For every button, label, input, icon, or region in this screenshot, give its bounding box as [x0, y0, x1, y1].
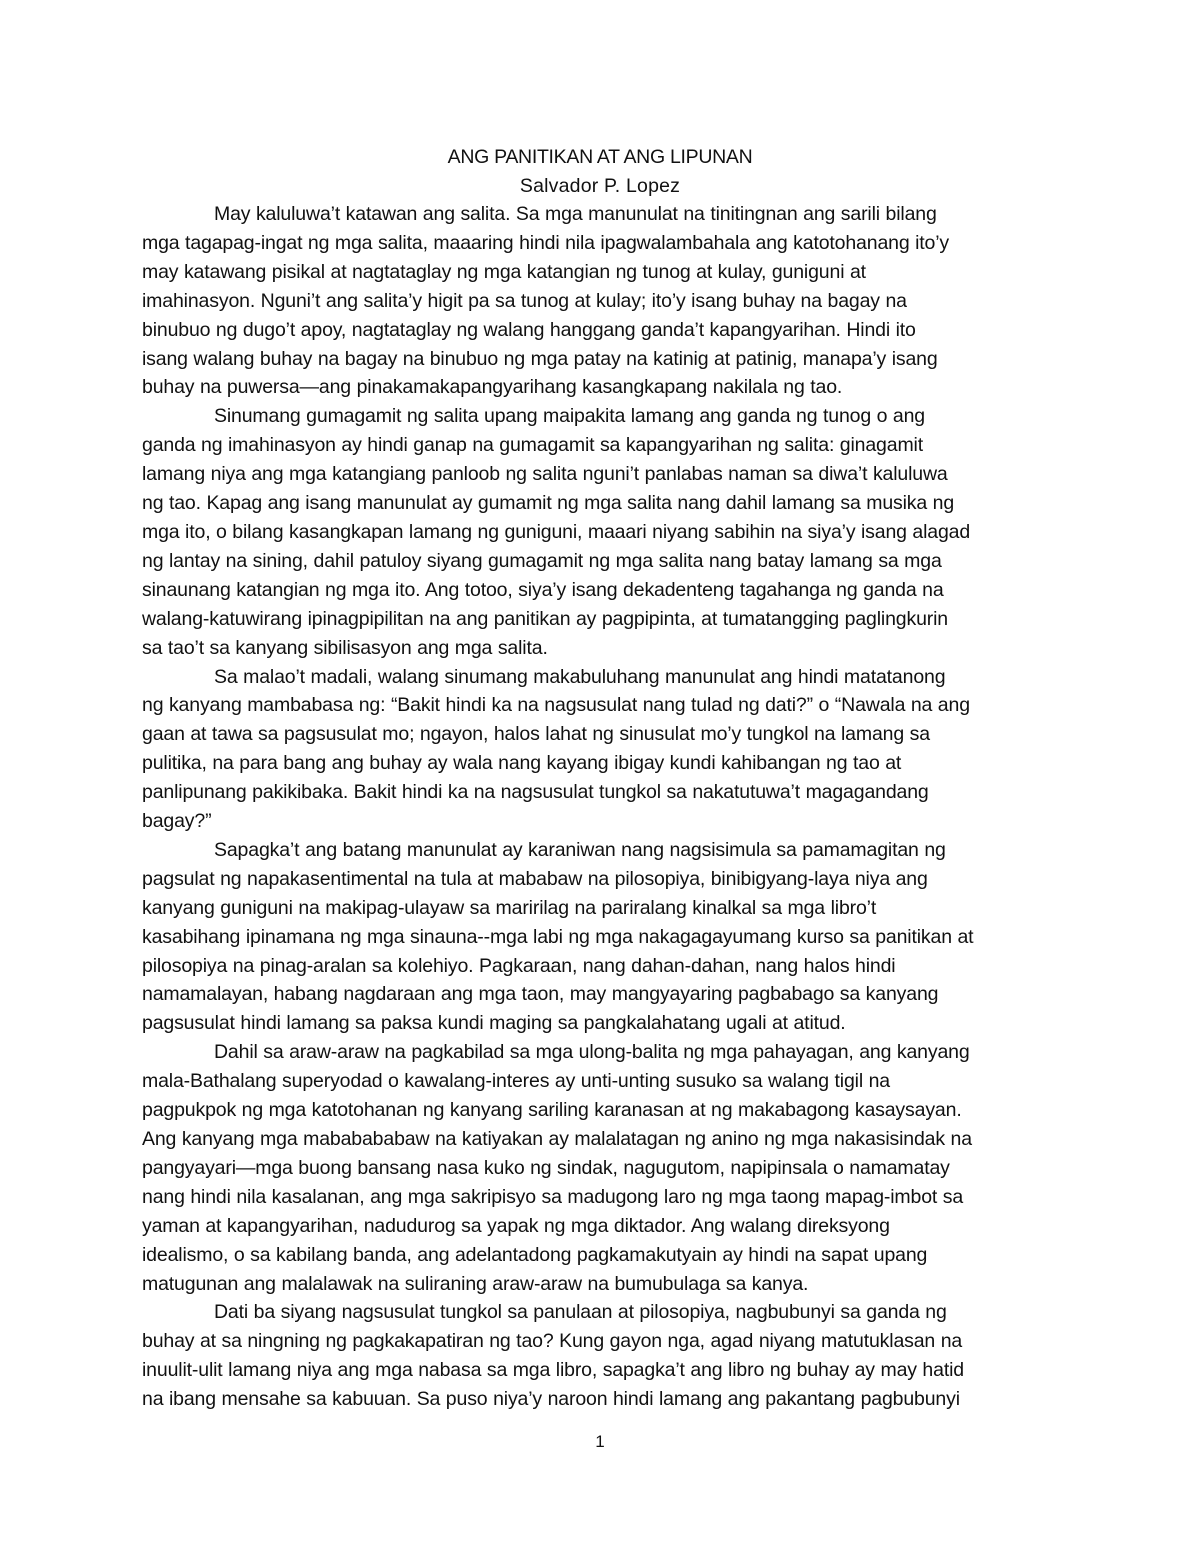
- text-line: matugunan ang malalawak na suliraning araw-araw na bumubulaga sa kanya.: [142, 1272, 809, 1295]
- text-line: ganda ng imahinasyon ay hindi ganap na gumagamit sa kapangyarihan ng salita: ginagamit: [142, 434, 923, 457]
- text-line: binubuo ng dugo’t apoy, nagtataglay ng walang hanggang ganda’t kapangyarihan. Hindi ito: [142, 318, 916, 341]
- text-line: namamalayan, habang nagdaraan ang mga taon, may mangyayaring pagbabago sa kanyang: [142, 983, 939, 1006]
- text-line: ng tao. Kapag ang isang manunulat ay gumamit ng mga salita nang dahil lamang sa musika ng: [142, 492, 955, 515]
- text-line: pagsusulat hindi lamang sa paksa kundi maging sa pangkalahatang ugali at atitud.: [142, 1012, 846, 1035]
- text-line: sa tao’t sa kanyang sibilisasyon ang mga salita.: [142, 636, 548, 659]
- document-header: [0, 143, 1200, 201]
- text-line: mga ito, o bilang kasangkapan lamang ng guniguni, maaari niyang sabihin na siya’y isang alagad: [142, 520, 971, 543]
- paragraph: [142, 1038, 1062, 1298]
- paragraph: [142, 1298, 1062, 1414]
- text-line: pagsulat ng napakasentimental na tula at mababaw na pilosopiya, binibigyang-laya niya ang: [142, 867, 928, 890]
- text-line: May kaluluwa’t katawan ang salita. Sa mga manunulat na tinitingnan ang sarili bilang: [214, 203, 937, 225]
- text-line: inuulit-ulit lamang niya ang mga nabasa sa mga libro, sapagka’t ang libro ng buhay ay may hatid: [142, 1359, 964, 1382]
- text-line: bagay?”: [142, 810, 212, 833]
- text-line: yaman at kapangyarihan, nadudurog sa yapak ng mga diktador. Ang walang direksyong: [142, 1214, 890, 1237]
- text-line: Ang kanyang mga mababababaw na katiyakan ay malalatagan ng anino ng mga nakasisindak na: [142, 1128, 972, 1150]
- text-line: Sa malao’t madali, walang sinumang makabuluhang manunulat ang hindi matatanong: [214, 665, 946, 688]
- text-line: ng kanyang mambabasa ng: “Bakit hindi ka na nagsusulat nang tulad ng dati?” o “Nawala na ang: [142, 694, 970, 717]
- text-line: sinaunang katangian ng mga ito. Ang totoo, siya’y isang dekadenteng tagahanga ng ganda na: [142, 578, 944, 601]
- document-author: Salvador P. Lopez: [519, 175, 681, 197]
- text-line: kasabihang ipinamana ng mga sinauna--mga labi ng mga nakagagayumang kurso sa panitikan at: [142, 925, 974, 948]
- text-line: kanyang guniguni na makipag-ulayaw sa maririlag na pariralang kinalkal sa mga libro’t: [142, 896, 877, 919]
- document-body: [142, 200, 1062, 1414]
- text-line: pangyayari—mga buong bansang nasa kuko ng sindak, nagugutom, napipinsala o namamatay: [142, 1156, 950, 1179]
- text-line: pulitika, na para bang ang buhay ay wala nang kayang ibigay kundi kahibangan ng tao at: [142, 752, 902, 775]
- paragraph: [142, 200, 1062, 402]
- text-line: buhay at sa ningning ng pagkakapatiran ng tao? Kung gayon nga, agad niyang matutuklasan na: [142, 1330, 963, 1353]
- text-line: idealismo, o sa kabilang banda, ang adelantadong pagkamakutyain ay hindi na sapat upang: [142, 1243, 928, 1266]
- text-line: lamang niya ang mga katangiang panloob ng salita nguni’t panlabas naman sa diwa’t kaluluwa: [142, 463, 948, 486]
- text-line: may katawang pisikal at nagtataglay ng mga katangian ng tunog at kulay, guniguni at: [142, 260, 866, 283]
- text-line: pagpukpok ng mga katotohanan ng kanyang sariling karanasan at ng makabagong kasaysayan.: [142, 1099, 962, 1122]
- text-line: Dahil sa araw-araw na pagkabilad sa mga ulong-balita ng mga pahayagan, ang kanyang: [214, 1041, 970, 1064]
- text-line: nang hindi nila kasalanan, ang mga sakripisyo sa madugong laro ng mga taong mapag-imbot sa: [142, 1185, 964, 1208]
- paragraph: [142, 836, 1062, 1038]
- document-title: ANG PANITIKAN AT ANG LIPUNAN: [447, 146, 753, 168]
- text-line: isang walang buhay na bagay na binubuo ng mga patay na katinig at patinig, manapa’y isang: [142, 347, 938, 370]
- paragraph: [142, 663, 1062, 836]
- text-line: ng lantay na sining, dahil patuloy siyang gumagamit ng mga salita nang batay lamang sa mga: [142, 549, 942, 572]
- text-line: gaan at tawa sa pagsusulat mo; ngayon, halos lahat ng sinusulat mo’y tungkol na lamang sa: [142, 723, 930, 746]
- text-line: na ibang mensahe sa kabuuan. Sa puso niya’y naroon hindi lamang ang pakantang pagbubunyi: [142, 1388, 960, 1411]
- text-line: pilosopiya na pinag-aralan sa kolehiyo. Pagkaraan, nang dahan-dahan, nang halos hindi: [142, 954, 896, 977]
- text-line: walang-katuwirang ipinagpipilitan na ang panitikan ay pagpipinta, at tumatangging paglingkurin: [142, 607, 949, 630]
- text-line: imahinasyon. Nguni’t ang salita’y higit pa sa tunog at kulay; ito’y isang buhay na bagay na: [142, 289, 907, 312]
- text-line: Sapagka’t ang batang manunulat ay karaniwan nang nagsisimula sa pamamagitan ng: [214, 838, 946, 861]
- paragraph: [142, 402, 1062, 662]
- text-line: Sinumang gumagamit ng salita upang maipakita lamang ang ganda ng tunog o ang: [214, 405, 925, 428]
- text-line: Dati ba siyang nagsusulat tungkol sa panulaan at pilosopiya, nagbubunyi sa ganda ng: [214, 1301, 947, 1324]
- text-line: panlipunang pakikibaka. Bakit hindi ka na nagsusulat tungkol sa nakatutuwa’t magagandang: [142, 781, 929, 804]
- text-line: mga tagapag-ingat ng mga salita, maaaring hindi nila ipagwalambahala ang katotohanang ito’y: [142, 231, 950, 254]
- text-line: mala-Bathalang superyodad o kawalang-interes ay unti-unting susuko sa walang tigil na: [142, 1070, 890, 1093]
- text-line: buhay na puwersa—ang pinakamakapangyarihang kasangkapang nakilala ng tao.: [142, 376, 843, 399]
- page-number: 1: [595, 1432, 605, 1451]
